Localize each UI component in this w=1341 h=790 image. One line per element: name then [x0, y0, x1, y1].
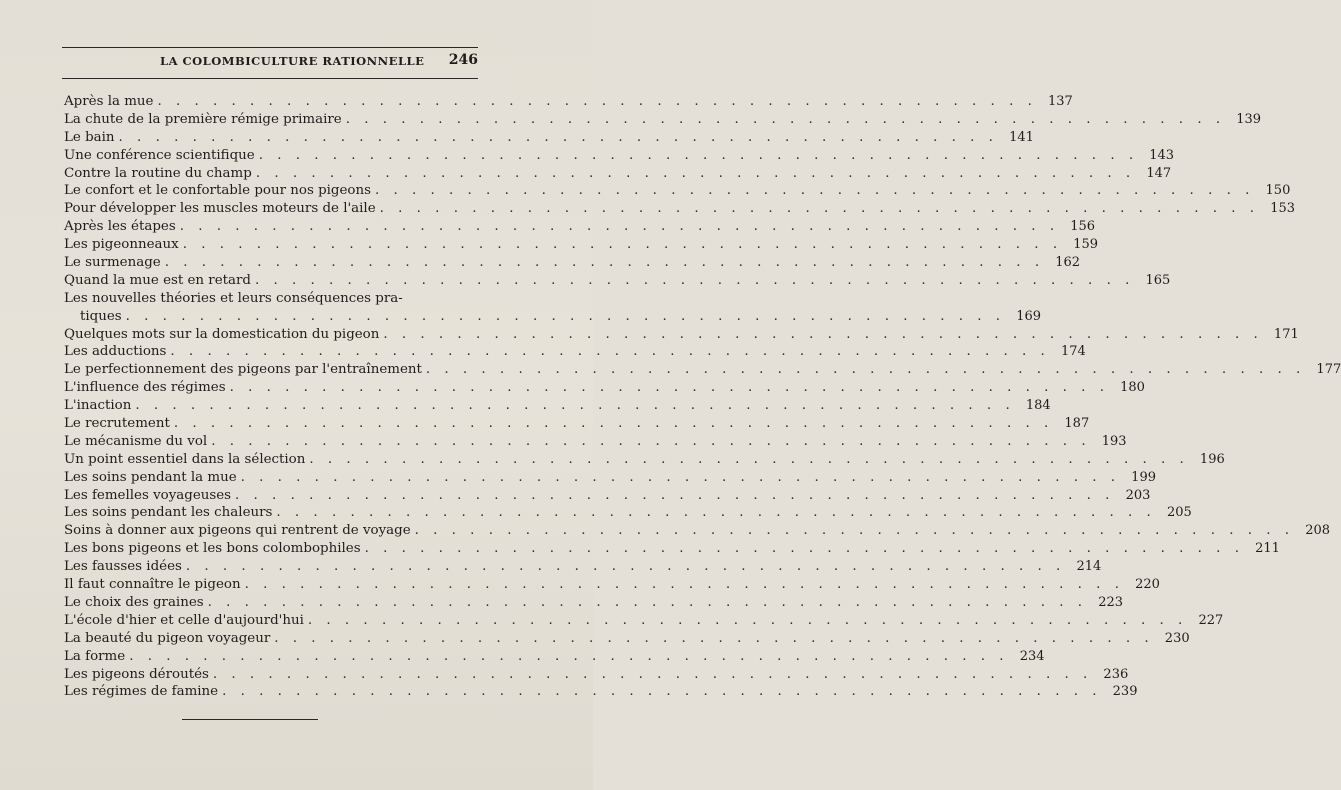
leader-dots: . . . . . . . . . . . . . . . . . . . . . . . . . . . . . . . . . . . . . . . . . . . . . . . . [374, 183, 1255, 199]
entry-title: Le recrutement [64, 416, 170, 432]
entry-page: 174 [1060, 344, 1086, 360]
leader-dots: . . . . . . . . . . . . . . . . . . . . . . . . . . . . . . . . . . . . . . . . . . . . . . . . [364, 541, 1244, 557]
entry-page: 159 [1073, 237, 1099, 253]
entry-title: Les soins pendant la mue [64, 469, 237, 485]
toc-entry [64, 254, 1081, 272]
entry-page: 177 [1316, 362, 1341, 378]
toc-entry [64, 683, 1138, 701]
toc-entry [64, 147, 1175, 165]
toc-entry [64, 361, 1341, 379]
entry-page: 165 [1145, 272, 1171, 288]
toc-entry [64, 218, 1096, 236]
entry-page: 141 [1009, 129, 1034, 145]
leader-dots: . . . . . . . . . . . . . . . . . . . . . . . . . . . . . . . . . . . . . . . . . . . . . . . . [185, 559, 1066, 575]
toc-entry [64, 576, 1160, 594]
entry-page: 180 [1120, 380, 1145, 396]
entry-title-continued: tiques [80, 308, 122, 324]
entry-title: L'école d'hier et celle d'aujourd'hui [64, 612, 304, 628]
entry-page: 162 [1055, 255, 1081, 271]
entry-page: 150 [1265, 183, 1291, 199]
leader-dots: . . . . . . . . . . . . . . . . . . . . . . . . . . . . . . . . . . . . . . . . . . . . . . . . [118, 129, 998, 145]
entry-title: Les adductions [64, 344, 167, 360]
toc-entry [64, 200, 1296, 218]
toc-entry [64, 379, 1145, 397]
leader-dots: . . . . . . . . . . . . . . . . . . . . . . . . . . . . . . . . . . . . . . . . . . . . . . . . [129, 648, 1009, 664]
toc-entry [64, 648, 1045, 666]
entry-title: Soins à donner aux pigeons qui rentrent de voyage [64, 523, 411, 539]
entry-title: Les nouvelles théories et leurs conséquences pra- [64, 290, 403, 306]
entry-title: Les soins pendant les chaleurs [64, 505, 273, 521]
toc-entry [64, 182, 1291, 200]
entry-title: Contre la routine du champ [64, 165, 252, 181]
toc-entry [64, 487, 1151, 505]
leader-dots: . . . . . . . . . . . . . . . . . . . . . . . . . . . . . . . . . . . . . . . . . . . . . . . . [211, 433, 1091, 449]
toc-entry [64, 93, 1073, 111]
entry-title: Le bain [64, 129, 115, 145]
entry-title: La forme [64, 648, 126, 664]
entry-continuation [64, 308, 1042, 326]
toc-entry [64, 612, 1224, 630]
entry-page: 147 [1146, 165, 1172, 181]
leader-dots: . . . . . . . . . . . . . . . . . . . . . . . . . . . . . . . . . . . . . . . . . . . . . . . . [157, 94, 1037, 109]
leader-dots: . . . . . . . . . . . . . . . . . . . . . . . . . . . . . . . . . . . . . . . . . . . . . . . . [345, 111, 1226, 127]
footer-rule [182, 719, 318, 720]
leader-dots: . . . . . . . . . . . . . . . . . . . . . . . . . . . . . . . . . . . . . . . . . . . . . . . . [255, 165, 1136, 181]
entry-title: Le perfectionnement des pigeons par l'entraînement [64, 362, 422, 378]
entry-page: 214 [1076, 559, 1102, 575]
entry-title: Les pigeonneaux [64, 237, 179, 253]
leader-dots: . . . . . . . . . . . . . . . . . . . . . . . . . . . . . . . . . . . . . . . . . . . . . . . . [379, 201, 1260, 217]
entry-page: 239 [1112, 684, 1138, 700]
entry-title: Le confort et le confortable pour nos pigeons [64, 183, 371, 199]
leader-dots: . . . . . . . . . . . . . . . . . . . . . . . . . . . . . . . . . . . . . . . . . . . . . . . . [258, 147, 1139, 163]
leader-dots: . . . . . . . . . . . . . . . . . . . . . . . . . . . . . . . . . . . . . . . . . . . . . . . . [309, 451, 1189, 467]
leader-dots: . . . . . . . . . . . . . . . . . . . . . . . . . . . . . . . . . . . . . . . . . . . . . . . . [383, 326, 1263, 342]
entry-title: Les régimes de famine [64, 684, 219, 700]
page-header [62, 47, 478, 79]
entry-title: L'inaction [64, 398, 132, 414]
leader-dots: . . . . . . . . . . . . . . . . . . . . . . . . . . . . . . . . . . . . . . . . . . . . . . . . [125, 308, 1006, 324]
entry-page: 153 [1270, 201, 1296, 217]
entry-title: Le choix des graines [64, 594, 204, 610]
entry-page: 143 [1149, 147, 1175, 163]
entry-page: 205 [1166, 505, 1192, 521]
toc-entry [64, 504, 1192, 522]
entry-page: 137 [1048, 94, 1073, 109]
leader-dots: . . . . . . . . . . . . . . . . . . . . . . . . . . . . . . . . . . . . . . . . . . . . . . . . [425, 362, 1306, 378]
leader-dots: . . . . . . . . . . . . . . . . . . . . . . . . . . . . . . . . . . . . . . . . . . . . . . . . [164, 255, 1045, 271]
entry-title: Un point essentiel dans la sélection [64, 451, 306, 467]
leader-dots: . . . . . . . . . . . . . . . . . . . . . . . . . . . . . . . . . . . . . . . . . . . . . . . . [254, 272, 1135, 288]
entry-page: 208 [1305, 523, 1331, 539]
entry-title: Après les étapes [64, 219, 176, 235]
leader-dots: . . . . . . . . . . . . . . . . . . . . . . . . . . . . . . . . . . . . . . . . . . . . . . . . [173, 416, 1054, 432]
entry-title: L'influence des régimes [64, 380, 226, 396]
entry-page: 184 [1025, 398, 1051, 414]
entry-page: 234 [1019, 648, 1045, 664]
running-title: LA COLOMBICULTURE RATIONNELLE [160, 54, 425, 68]
entry-page: 199 [1131, 469, 1156, 485]
leader-dots: . . . . . . . . . . . . . . . . . . . . . . . . . . . . . . . . . . . . . . . . . . . . . . . . [240, 469, 1120, 485]
entry-title: Quelques mots sur la domestication du pigeon [64, 326, 380, 342]
entry-title: Les fausses idées [64, 559, 182, 575]
entry-title: Pour développer les muscles moteurs de l'aile [64, 201, 376, 217]
entry-title: Une conférence scientifique [64, 147, 255, 163]
entry-page: 169 [1016, 308, 1042, 324]
toc-entry [64, 630, 1190, 648]
toc-entry [64, 594, 1124, 612]
toc-entry [64, 165, 1172, 183]
toc-entry [64, 540, 1280, 558]
leader-dots: . . . . . . . . . . . . . . . . . . . . . . . . . . . . . . . . . . . . . . . . . . . . . . . . [235, 487, 1115, 503]
leader-dots: . . . . . . . . . . . . . . . . . . . . . . . . . . . . . . . . . . . . . . . . . . . . . . . . [170, 344, 1050, 360]
entry-page: 211 [1255, 541, 1280, 557]
toc-entry [64, 236, 1099, 254]
entry-title: Le mécanisme du vol [64, 433, 208, 449]
toc-entry [64, 129, 1034, 147]
toc-entry [64, 415, 1090, 433]
toc-entry [64, 666, 1129, 684]
leader-dots: . . . . . . . . . . . . . . . . . . . . . . . . . . . . . . . . . . . . . . . . . . . . . . . . [307, 612, 1188, 628]
table-of-contents [64, 93, 1341, 701]
entry-title: La beauté du pigeon voyageur [64, 630, 271, 646]
entry-title: Les pigeons déroutés [64, 666, 209, 682]
entry-page: 203 [1125, 487, 1151, 503]
entry-page: 236 [1103, 666, 1129, 682]
toc-entry [64, 272, 1171, 290]
entry-page: 193 [1101, 433, 1127, 449]
entry-page: 156 [1070, 219, 1096, 235]
entry-title: Après la mue [64, 94, 154, 109]
entry-page: 223 [1098, 594, 1124, 610]
leader-dots: . . . . . . . . . . . . . . . . . . . . . . . . . . . . . . . . . . . . . . . . . . . . . . . . [414, 523, 1295, 539]
entry-page: 227 [1198, 612, 1224, 628]
toc-entry [64, 433, 1127, 451]
toc-entry [64, 290, 1042, 326]
entry-title: Le surmenage [64, 255, 161, 271]
entry-title: Il faut connaître le pigeon [64, 577, 241, 593]
entry-page: 230 [1164, 630, 1190, 646]
toc-entry [64, 558, 1102, 576]
entry-title: Les bons pigeons et les bons colombophiles [64, 541, 361, 557]
leader-dots: . . . . . . . . . . . . . . . . . . . . . . . . . . . . . . . . . . . . . . . . . . . . . . . . [274, 630, 1154, 646]
entry-page: 171 [1273, 326, 1299, 342]
leader-dots: . . . . . . . . . . . . . . . . . . . . . . . . . . . . . . . . . . . . . . . . . . . . . . . . [179, 219, 1060, 235]
toc-entry [64, 522, 1331, 540]
toc-entry [64, 326, 1299, 344]
entry-page: 139 [1236, 111, 1262, 127]
leader-dots: . . . . . . . . . . . . . . . . . . . . . . . . . . . . . . . . . . . . . . . . . . . . . . . . [135, 398, 1015, 414]
page-number: 246 [448, 52, 478, 68]
leader-dots: . . . . . . . . . . . . . . . . . . . . . . . . . . . . . . . . . . . . . . . . . . . . . . . . [222, 684, 1102, 700]
leader-dots: . . . . . . . . . . . . . . . . . . . . . . . . . . . . . . . . . . . . . . . . . . . . . . . . [276, 505, 1156, 521]
entry-title: La chute de la première rémige primaire [64, 111, 342, 127]
entry-title: Les femelles voyageuses [64, 487, 232, 503]
toc-entry [64, 469, 1156, 487]
entry-page: 187 [1064, 416, 1090, 432]
entry-page: 220 [1135, 577, 1160, 593]
leader-dots: . . . . . . . . . . . . . . . . . . . . . . . . . . . . . . . . . . . . . . . . . . . . . . . . [244, 577, 1124, 593]
toc-entry [64, 451, 1225, 469]
leader-dots: . . . . . . . . . . . . . . . . . . . . . . . . . . . . . . . . . . . . . . . . . . . . . . . . [229, 380, 1109, 396]
entry-title: Quand la mue est en retard [64, 272, 251, 288]
leader-dots: . . . . . . . . . . . . . . . . . . . . . . . . . . . . . . . . . . . . . . . . . . . . . . . . [182, 237, 1063, 253]
leader-dots: . . . . . . . . . . . . . . . . . . . . . . . . . . . . . . . . . . . . . . . . . . . . . . . . [212, 666, 1093, 682]
toc-entry [64, 343, 1086, 361]
leader-dots: . . . . . . . . . . . . . . . . . . . . . . . . . . . . . . . . . . . . . . . . . . . . . . . . [207, 594, 1088, 610]
toc-entry [64, 111, 1262, 129]
entry-page: 196 [1199, 451, 1225, 467]
toc-entry [64, 397, 1051, 415]
